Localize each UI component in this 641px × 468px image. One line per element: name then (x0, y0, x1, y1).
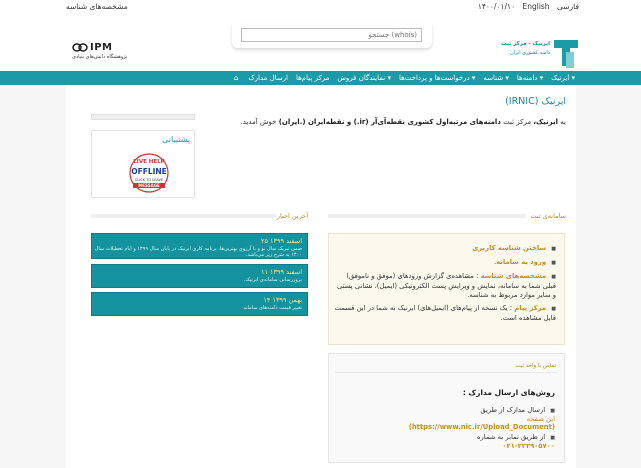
create-account-link[interactable]: ساختن شناسه کاربری (472, 244, 547, 252)
nav-message-center[interactable]: مرکز پیام‌ها (296, 74, 330, 82)
upload-text: ارسال مدارک از طریق (480, 406, 546, 414)
badge-line-2: OFFLINE (131, 167, 167, 176)
current-date: ۱۴۰۰/۰۱/۱۰ (477, 2, 516, 11)
nav-send-documents[interactable]: ارسال مدارک (248, 74, 288, 82)
account-list (334, 244, 556, 327)
ipm-logo[interactable] (72, 42, 142, 66)
main-content (66, 85, 576, 468)
nav-handle[interactable]: شناسه ▾ (483, 74, 509, 82)
account-header: سامانه‌ی ثبت (530, 212, 566, 220)
account-item-profile (334, 272, 556, 300)
ipm-emblem-icon (72, 43, 88, 52)
documents-title: روش‌های ارسال مدارک : (462, 388, 555, 397)
account-item-login (334, 258, 556, 268)
news-item-date: ۱۱ اسفند ۱۳۹۹ (260, 268, 302, 276)
ipm-caption: پژوهشگاه دانش‌های بنیادی (72, 54, 128, 60)
support-top-bar (91, 114, 195, 120)
support-title: پشتیبانی (162, 135, 190, 144)
news-header: آخرین اخبار (276, 212, 308, 220)
main-nav (0, 71, 641, 85)
home-icon: ⌂ (233, 74, 239, 82)
manage-identity-link[interactable]: مشخصه‌های شناسه (66, 2, 128, 11)
intro-mid: مرکز ثبت (503, 118, 532, 126)
news-item-text: بروزرسانی سامانه‌ی ایرنیک. (243, 277, 302, 283)
documents-header-line (335, 372, 558, 373)
ipm-logo-text: IPM (90, 42, 113, 53)
irnic-caption-2: دامنه کشوری ایران (509, 50, 550, 56)
profile-desc: : مشاهده‌ی گزارش ورودهای (موفق و ناموفق) قبلی شما به سامانه، نمایش و ویرایش پست الکترونیکی (ایمیل)، نشانی پستی و سایر موارد مربوط به شناسه. (337, 272, 556, 299)
main-nav-list (228, 71, 579, 85)
page-title: ایرنیک (IRNIC) (505, 96, 566, 107)
lang-en-link[interactable]: English (522, 2, 550, 11)
message-center-link[interactable]: مرکز پیام (514, 304, 547, 312)
nav-resellers[interactable]: نمایندگان فروش ▾ (337, 74, 391, 82)
account-header-line (328, 214, 526, 218)
fax-text: از طریق نمابر به شماره (476, 433, 546, 441)
upload-page-link[interactable]: این صفحه (526, 415, 555, 423)
news-item-date: ۱۴ بهمن ۱۳۹۹ (263, 296, 302, 304)
login-suffix: . (493, 258, 497, 266)
login-link[interactable]: ورود به سامانه (496, 258, 547, 266)
profile-link[interactable]: مشخصه‌های شناسه (480, 272, 547, 280)
whois-search-input[interactable] (242, 29, 421, 41)
intro-brand: ایرنیک، (533, 118, 559, 126)
documents-item-upload (340, 406, 555, 431)
news-item-1[interactable] (91, 233, 308, 259)
documents-item-fax (340, 433, 555, 450)
account-panel (328, 233, 565, 345)
documents-header: تماس با واحد ثبت (515, 363, 556, 369)
lang-fa-link[interactable]: فارسی (556, 2, 579, 11)
fax-number: ۰۲۱-۲۲۲۹۰۵۷۰۰ (502, 442, 555, 450)
intro-bold: دامنه‌های مرتبه‌اول کشوری نقطه‌آی‌آر (ir.) و نقطه‌ایران (.ایران) (278, 118, 501, 126)
badge-line-3: CLICK TO LEAVE (134, 178, 164, 182)
top-bar (0, 0, 641, 14)
upload-url[interactable]: (https://www.nic.ir/Upload_Document) (408, 423, 555, 431)
intro-suffix: خوش آمدید. (240, 118, 277, 126)
top-bar-right (473, 2, 579, 11)
badge-line-4: MESSAGE (138, 183, 160, 188)
message-center-desc: : یک نسخه از پیام‌های (ایمیل‌های) ایرنیک به شما در این قسمت قابل مشاهده است. (334, 304, 556, 322)
intro-text (241, 118, 566, 126)
documents-list (340, 406, 555, 452)
nav-domains[interactable]: دامنه‌ها ▾ (516, 74, 544, 82)
nav-requests-payments[interactable]: درخواست‌ها و پرداخت‌ها ▾ (398, 74, 476, 82)
news-item-date: ۲۵ اسفند ۱۳۹۹ (260, 237, 302, 245)
documents-panel (328, 353, 565, 463)
news-header-line (91, 214, 276, 218)
badge-line-1: LIVE HELP (133, 159, 165, 165)
site-header (0, 14, 641, 71)
irnic-caption-1: ایرنیک - مرکز ثبت (501, 41, 550, 47)
live-help-badge-icon[interactable] (127, 152, 171, 194)
account-item-create (334, 244, 556, 254)
news-item-text: تغییر قیمت دامنه‌های سامانه (243, 305, 302, 311)
support-box (91, 130, 195, 198)
nav-home[interactable] (228, 71, 244, 85)
irnic-emblem-icon (552, 36, 580, 70)
whois-search[interactable] (241, 28, 422, 42)
news-item-text: ضمن تبریک سال نو و با آرزوی بهترین‌ها، برنامه کاری ایرنیک در پایان سال ۱۳۹۹ و ایام تعطیلات سال ۱۴۰۰ به شرح زیر می‌باشد. (94, 246, 302, 258)
news-item-3[interactable] (91, 292, 308, 316)
intro-prefix: به (560, 118, 566, 126)
nav-irnic[interactable]: ایرنیک ▾ (551, 74, 575, 82)
news-item-2[interactable] (91, 264, 308, 288)
irnic-logo[interactable] (474, 36, 579, 72)
account-item-messages (334, 304, 556, 323)
